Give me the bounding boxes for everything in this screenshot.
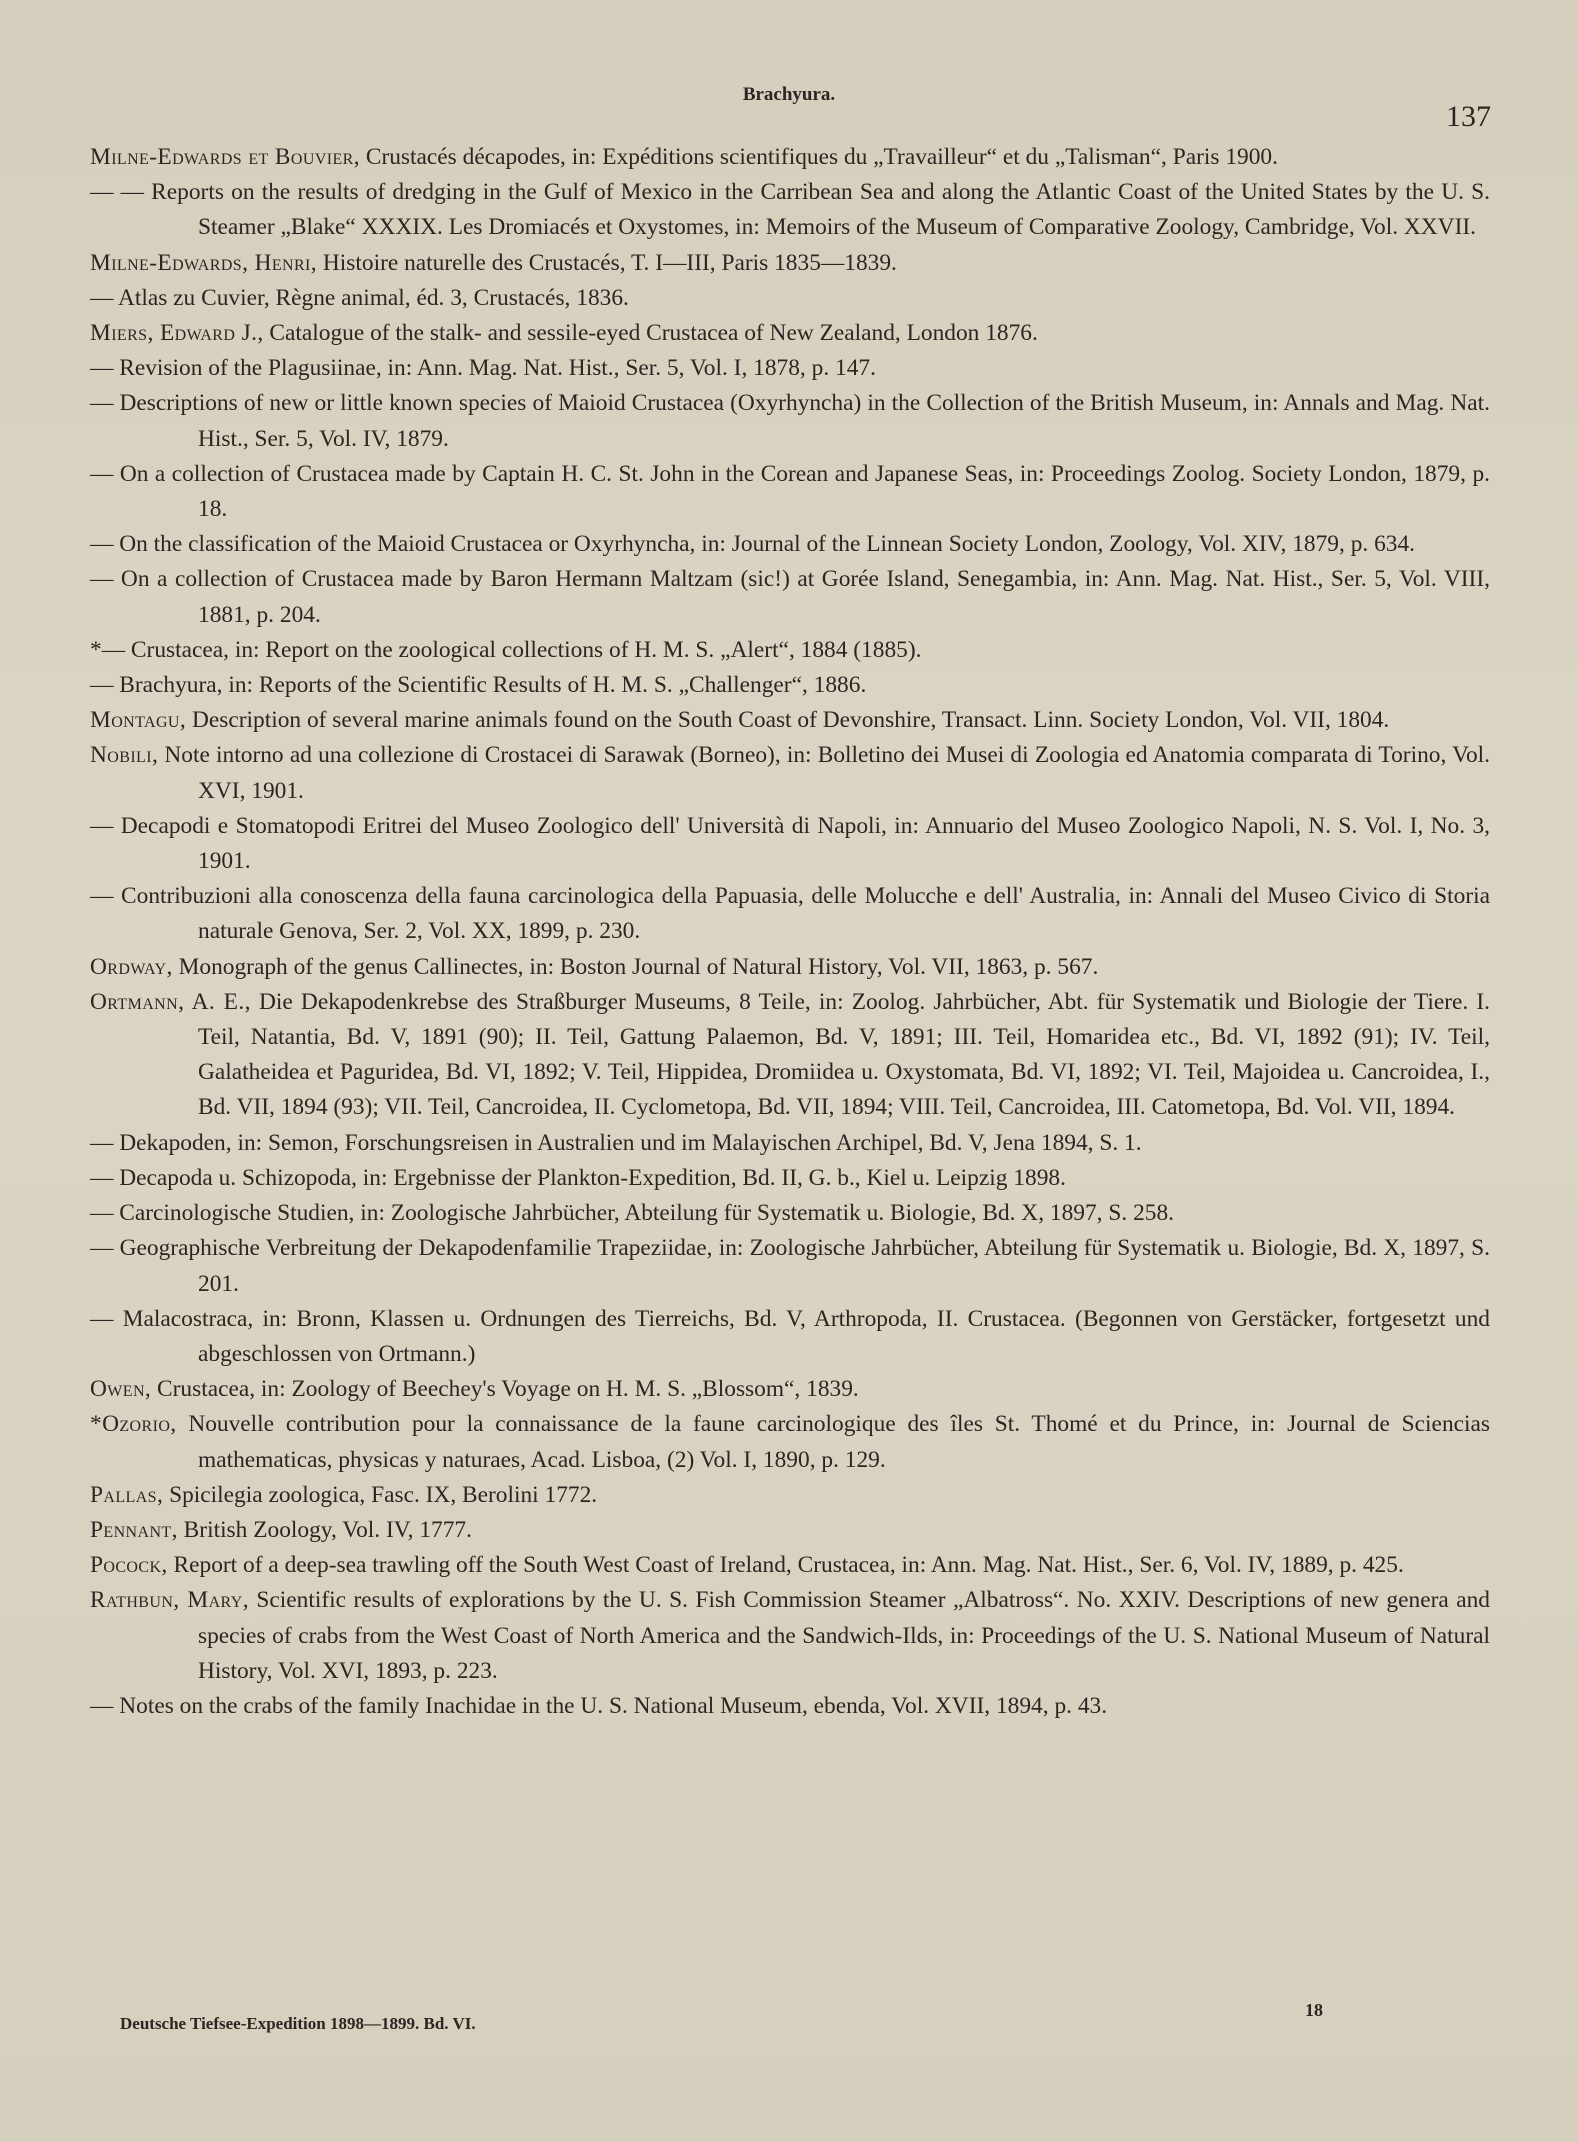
bib-entry — [90, 175, 1490, 245]
bib-entry — [90, 1548, 1490, 1583]
entry-text: Scientific results of explorations by the U. S. Fish Commission Steamer „Albatross“. No. XXIV. Descriptions of new genera and species of crabs from the West Coast of North America and the Sandwich-Ilds, in: Proceedings of the U. S. National Museum of Natural History, Vol. XVI, 1893, p. 223. — [198, 1587, 1490, 1684]
entry-text: — On a collection of Crustacea made by Captain H. C. St. John in the Corean and Japanese Seas, in: Proceedings Zoolog. Society London, 1879, p. 18. — [90, 460, 1490, 523]
entry-text: — Decapoda u. Schizopoda, in: Ergebnisse der Plankton-Expedition, Bd. II, G. b., Kiel u. Leipzig 1898. — [90, 1164, 1066, 1191]
bib-entry — [90, 1513, 1490, 1548]
entry-text: Crustacés décapodes, in: Expéditions scientifiques du „Travailleur“ et du „Talisman“, Paris 1900. — [360, 144, 1278, 170]
bib-entry — [90, 809, 1490, 879]
running-head: Brachyura. — [742, 84, 836, 105]
entry-text: — Geographische Verbreitung der Dekapodenfamilie Trapeziidae, in: Zoologische Jahrbücher, Abteilung für Systematik u. Biologie, Bd. X, 1897, S. 201. — [90, 1235, 1490, 1297]
entry-text: — Revision of the Plagusiinae, in: Ann. Mag. Nat. Hist., Ser. 5, Vol. I, 1878, p. 147. — [90, 355, 876, 382]
entry-text: — Notes on the crabs of the family Inachidae in the U. S. National Museum, ebenda, Vol. XVII, 1894, p. 43. — [90, 1692, 1108, 1719]
bib-entry — [90, 1196, 1490, 1231]
bib-entry — [90, 1478, 1490, 1513]
entry-text: — Malacostraca, in: Bronn, Klassen u. Ordnungen des Tierreichs, Bd. V, Arthropoda, II. Crustacea. (Begonnen von Gerstäcker, fortgesetzt und abgeschlossen von Ortmann.) — [90, 1305, 1490, 1367]
entry-text: Nouvelle contribution pour la connaissance de la faune carcinologique des îles St. Thomé et du Prince, in: Journal de Sciencias mathematicas, physicas y naturaes, Acad. Lisboa, (2) Vol. I, 1890, p. 129. — [176, 1411, 1490, 1473]
entry-text: Note intorno ad una collezione di Crostacei di Sarawak (Borneo), in: Bolletino dei Musei di Zoologia ed Anatomia comparata di Torino, Vol. XVI, 1901. — [158, 742, 1490, 804]
bib-entry — [90, 738, 1490, 808]
entry-author: Miers, Edward J., — [90, 320, 264, 347]
entry-text: — Carcinologische Studien, in: Zoologische Jahrbücher, Abteilung für Systematik u. Biologie, Bd. X, 1897, S. 258. — [90, 1200, 1175, 1227]
entry-text: — Contribuzioni alla conoscenza della fauna carcinologica della Papuasia, delle Molucche e dell' Australia, in: Annali del Museo Civico di Storia naturale Genova, Ser. 2, Vol. XX, 1899, p. 230. — [90, 883, 1490, 945]
entry-text: British Zoology, Vol. IV, 1777. — [177, 1516, 472, 1543]
signature-mark: 18 — [1305, 2000, 1323, 2020]
entry-author: Rathbun, Mary, — [90, 1587, 249, 1614]
entry-author: *Ozorio, — [90, 1411, 177, 1438]
bib-entry — [90, 1407, 1490, 1477]
entry-text: — — Reports on the results of dredging in the Gulf of Mexico in the Carribean Sea and along the Atlantic Coast of the United States by the U. S. Steamer „Blake“ XXXIX. Les Dromiacés et Oxystomes, in: Memoirs of the Museum of Comparative Zoology, Cambridge, Vol. XXVII. — [90, 179, 1490, 241]
bib-entry — [90, 879, 1490, 949]
entry-text: Die Dekapodenkrebse des Straßburger Museums, 8 Teile, in: Zoolog. Jahrbücher, Abt. für Systematik und Biologie der Tiere. I. Teil, Natantia, Bd. V, 1891 (90); II. Teil, Gattung Palaemon, Bd. V, 1891; III. Teil, Homaridea etc., Bd. VI, 1892 (91); IV. Teil, Galatheidea et Paguridea, Bd. VI, 1892; V. Teil, Hippidea, Dromiidea u. Oxystomata, Bd. VI, 1892; VI. Teil, Majoidea u. Cancroidea, I., Bd. VII, 1894 (93); VII. Teil, Cancroidea, II. Cyclometopa, Bd. VII, 1894; VIII. Teil, Cancroidea, III. Catometopa, Bd. Vol. VII, 1894. — [198, 988, 1491, 1121]
bib-entry — [90, 316, 1490, 351]
entry-text: Report of a deep-sea trawling off the South West Coast of Ireland, Crustacea, in: Ann. Mag. Nat. Hist., Ser. 6, Vol. IV, 1889, p. 425. — [167, 1552, 1404, 1579]
entry-author: Milne-Edwards et Bouvier, — [90, 144, 360, 170]
entry-text: *— Crustacea, in: Report on the zoological collections of H. M. S. „Alert“, 1884 (1885). — [90, 636, 922, 663]
entry-text: — On a collection of Crustacea made by Baron Hermann Maltzam (sic!) at Gorée Island, Senegambia, in: Ann. Mag. Nat. Hist., Ser. 5, Vol. VIII, 1881, p. 204. — [90, 566, 1490, 628]
bib-entry — [90, 1302, 1490, 1372]
footer-series-title: Deutsche Tiefsee-Expedition 1898—1899. Bd. VI. — [120, 2014, 476, 2033]
bib-entry — [90, 633, 1490, 668]
entry-author: Owen, — [90, 1376, 152, 1403]
page-number: 137 — [1446, 100, 1491, 133]
entry-text: — Descriptions of new or little known species of Maioid Crustacea (Oxyrhyncha) in the Collection of the British Museum, in: Annals and Mag. Nat. Hist., Ser. 5, Vol. IV, 1879. — [90, 390, 1490, 452]
entry-text: — On the classification of the Maioid Crustacea or Oxyrhyncha, in: Journal of the Linnean Society London, Zoology, Vol. XIV, 1879, p. 634. — [90, 531, 1416, 558]
bib-entry — [90, 1231, 1490, 1301]
entry-text: — Atlas zu Cuvier, Règne animal, éd. 3, Crustacés, 1836. — [90, 284, 629, 311]
entry-text: Histoire naturelle des Crustacés, T. I—III, Paris 1835—1839. — [317, 249, 897, 276]
entry-text: Crustacea, in: Zoology of Beechey's Voyage on H. M. S. „Blossom“, 1839. — [151, 1376, 859, 1403]
bib-entry — [90, 950, 1490, 985]
entry-text: Spicilegia zoologica, Fasc. IX, Berolini 1772. — [163, 1481, 598, 1508]
bib-entry — [90, 1583, 1490, 1689]
bib-entry — [90, 1126, 1490, 1161]
entry-text: Monograph of the genus Callinectes, in: Boston Journal of Natural History, Vol. VII, 1863, p. 567. — [172, 953, 1099, 980]
bib-entry — [90, 281, 1490, 316]
entry-text: — Decapodi e Stomatopodi Eritrei del Museo Zoologico dell' Università di Napoli, in: Annuario del Museo Zoologico Napoli, N. S. Vol. I, No. 3, 1901. — [90, 812, 1490, 875]
bib-entry — [90, 351, 1490, 386]
entry-author: Ordway, — [90, 953, 173, 980]
entry-author: Pennant, — [90, 1516, 178, 1543]
bib-entry — [90, 140, 1490, 175]
entry-text: Description of several marine animals found on the South Coast of Devonshire, Transact. Linn. Society London, Vol. VII, 1804. — [186, 707, 1390, 734]
bib-entry — [90, 1372, 1490, 1407]
entry-author: Pallas, — [90, 1481, 164, 1508]
entry-author: Milne-Edwards, Henri, — [90, 249, 318, 276]
entry-text: — Brachyura, in: Reports of the Scientific Results of H. M. S. „Challenger“, 1886. — [90, 672, 867, 699]
bib-entry — [90, 668, 1490, 703]
bib-entry — [90, 1161, 1490, 1196]
bib-entry — [90, 1689, 1490, 1724]
entry-author: Nobili, — [90, 742, 159, 769]
bib-entry — [90, 457, 1490, 527]
bib-entry — [90, 527, 1490, 562]
entry-author: Pocock, — [90, 1552, 168, 1579]
bibliography — [90, 140, 1490, 1724]
bib-entry — [90, 562, 1490, 632]
entry-author: Ortmann, A. E., — [90, 988, 251, 1015]
entry-author: Montagu, — [90, 707, 187, 734]
entry-text: Catalogue of the stalk- and sessile-eyed Crustacea of New Zealand, London 1876. — [263, 320, 1038, 347]
bib-entry — [90, 985, 1490, 1126]
bib-entry — [90, 246, 1490, 281]
bib-entry — [90, 386, 1490, 456]
entry-text: — Dekapoden, in: Semon, Forschungsreisen in Australien und im Malayischen Archipel, Bd. V, Jena 1894, S. 1. — [90, 1129, 1142, 1156]
bib-entry — [90, 703, 1490, 738]
